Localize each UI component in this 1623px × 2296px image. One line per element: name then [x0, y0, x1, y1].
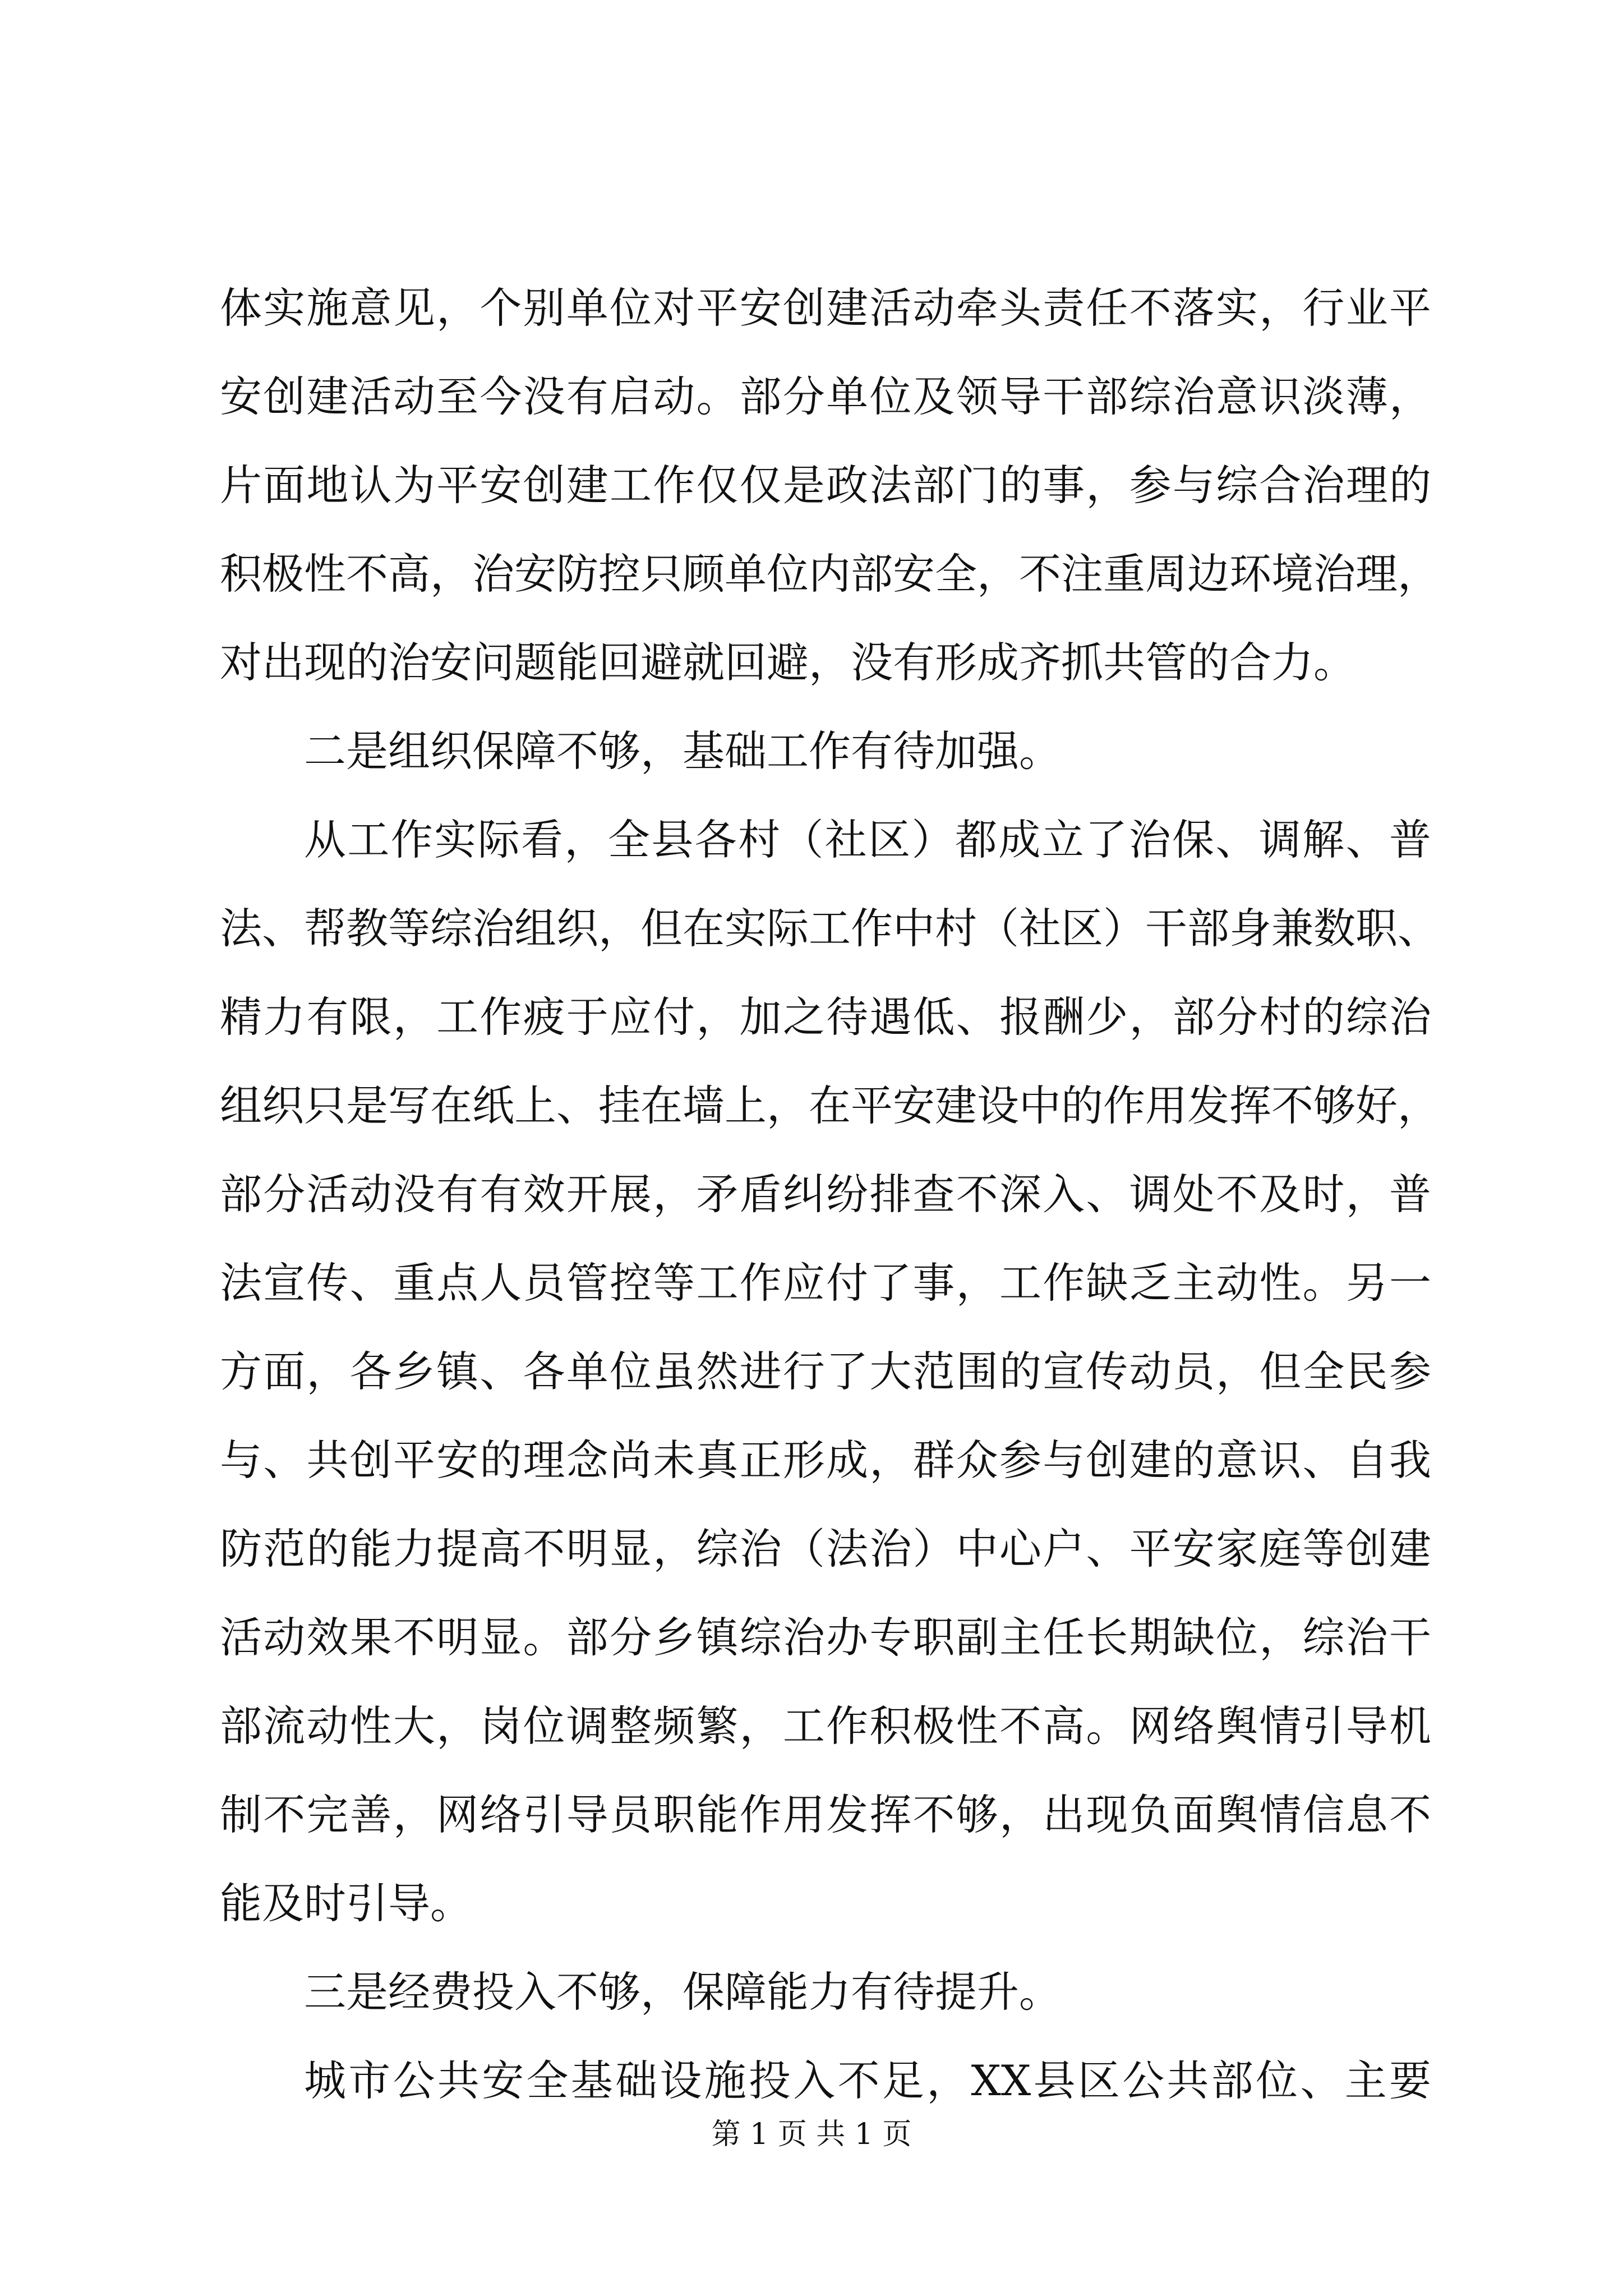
text-line: 城市公共安全基础设施投入不足，XX县区公共部位、主要 [304, 2056, 1431, 2105]
text-line: 法、帮教等综治组织，但在实际工作中村（社区）干部身兼数职、 [220, 904, 1440, 953]
text-line: 方面，各乡镇、各单位虽然进行了大范围的宣传动员，但全民参 [220, 1347, 1431, 1396]
text-line: 积极性不高，治安防控只顾单位内部安全，不注重周边环境治理， [220, 549, 1440, 599]
text-line: 部分活动没有有效开展，矛盾纠纷排查不深入、调处不及时，普 [220, 1170, 1431, 1219]
text-line: 与、共创平安的理念尚未真正形成，群众参与创建的意识、自我 [220, 1435, 1431, 1485]
text-line: 片面地认为平安创建工作仅仅是政法部门的事，参与综合治理的 [220, 461, 1431, 510]
text-line: 活动效果不明显。部分乡镇综治办专职副主任长期缺位，综治干 [220, 1613, 1431, 1662]
text-line: 部流动性大，岗位调整频繁，工作积极性不高。网络舆情引导机 [220, 1701, 1431, 1751]
text-line: 组织只是写在纸上、挂在墙上，在平安建设中的作用发挥不够好， [220, 1081, 1440, 1130]
text-line: 三是经费投入不够，保障能力有待提升。 [304, 1967, 1062, 2017]
text-line: 防范的能力提高不明显，综治（法治）中心户、平安家庭等创建 [220, 1524, 1431, 1573]
text-line: 安创建活动至今没有启动。部分单位及领导干部综治意识淡薄， [220, 372, 1431, 421]
text-line: 从工作实际看，全县各村（社区）都成立了治保、调解、普 [304, 815, 1431, 864]
text-line: 制不完善，网络引导员职能作用发挥不够，出现负面舆情信息不 [220, 1790, 1431, 1839]
text-line: 体实施意见，个别单位对平安创建活动牵头责任不落实，行业平 [220, 283, 1431, 333]
page-footer: 第 1 页 共 1 页 [711, 2118, 912, 2151]
document-body [220, 264, 1440, 2125]
text-line: 精力有限，工作疲于应付，加之待遇低、报酬少，部分村的综治 [220, 992, 1431, 1042]
text-line: 能及时引导。 [220, 1879, 473, 1928]
text-line: 法宣传、重点人员管控等工作应付了事，工作缺乏主动性。另一 [220, 1258, 1431, 1308]
text-line: 对出现的治安问题能回避就回避，没有形成齐抓共管的合力。 [220, 638, 1356, 687]
text-line: 二是组织保障不够，基础工作有待加强。 [304, 726, 1062, 776]
